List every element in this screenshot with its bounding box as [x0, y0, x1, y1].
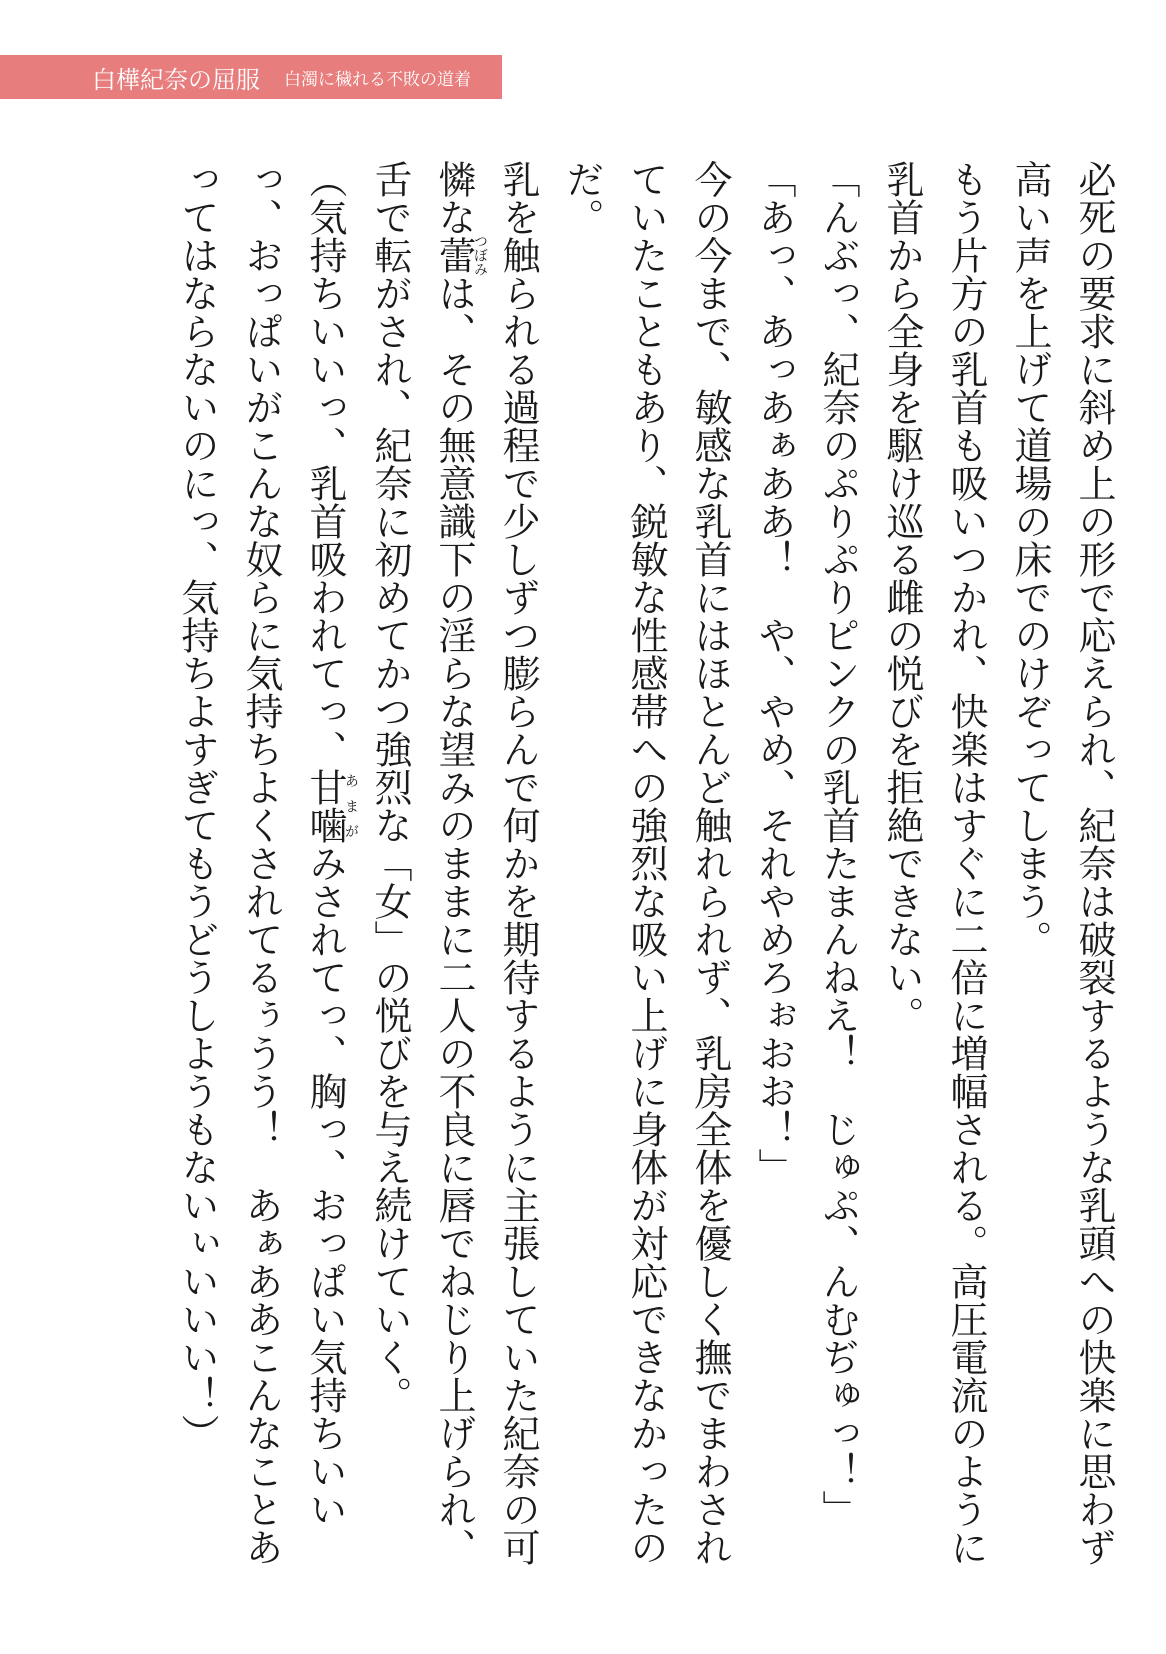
book-title: 白樺紀奈の屈服 — [92, 65, 260, 94]
paragraph-4 — [358, 160, 550, 1600]
paragraph-2: もう片方の乳首も吸いつかれ、快楽はすぐに二倍に増幅される。高圧電流のように乳首から全身を駆け巡る雌の悦びを拒絶できない。 — [880, 160, 988, 1566]
ruby-tsubomi-base: 蕾 — [432, 234, 476, 276]
ruby-amaga-base: 甘噛 — [303, 768, 347, 844]
dialogue-2: 「あっ、あっあぁああ！ や、やめ、それやめろぉおお！」 — [752, 160, 796, 1186]
dialogue-1: 「んぶっ、紀奈のぷりぷりピンクの乳首たまんねえ！ じゅぷ、んむぢゅっ！」 — [816, 160, 860, 1528]
ruby-tsubomi — [432, 234, 488, 276]
inner-monologue-part-b: みされてっ、胸っ、おっぱい気持ちいいっ、おっぱいがこんな奴らに気持ちよくされてるぅうう！ あぁああこんなことあってはならないのにっ、気持ちよすぎてもうどうしようもないぃいいい！） — [175, 160, 347, 1566]
paragraph-3: 今の今まで、敏感な乳首にはほとんど触れられず、乳房全体を優しく撫でまわされていたこともあり、鋭敏な性感帯への強烈な吸い上げに身体が対応できなかったのだ。 — [560, 160, 732, 1566]
inner-monologue — [165, 160, 358, 1600]
header-bar — [0, 55, 502, 99]
paragraph-4-part-a: 乳を触られる過程で少しずつ膨らんで何かを期待するように主張していた紀奈の可憐な — [432, 160, 540, 1566]
vertical-body-text — [86, 160, 1126, 1600]
paragraph-1: 必死の要求に斜め上の形で応えられ、紀奈は破裂するような乳頭への快楽に思わず高い声を上げて道場の床でのけぞってしまう。 — [1008, 160, 1116, 1566]
paragraph-4-part-b: は、その無意識下の淫らな望みのままに二人の不良に唇でねじり上げられ、舌で転がされ、紀奈に初めてかつ強烈な「女」の悦びを与え続けていく。 — [368, 160, 476, 1566]
ruby-amaga-reading: あまが — [343, 768, 359, 844]
ruby-amaga — [303, 768, 359, 844]
ruby-tsubomi-reading: つぼみ — [472, 234, 488, 276]
inner-monologue-part-a: （気持ちいいっ、乳首吸われてっ、 — [303, 160, 347, 768]
chapter-subtitle: 白濁に穢れる不敗の道着 — [284, 69, 471, 90]
